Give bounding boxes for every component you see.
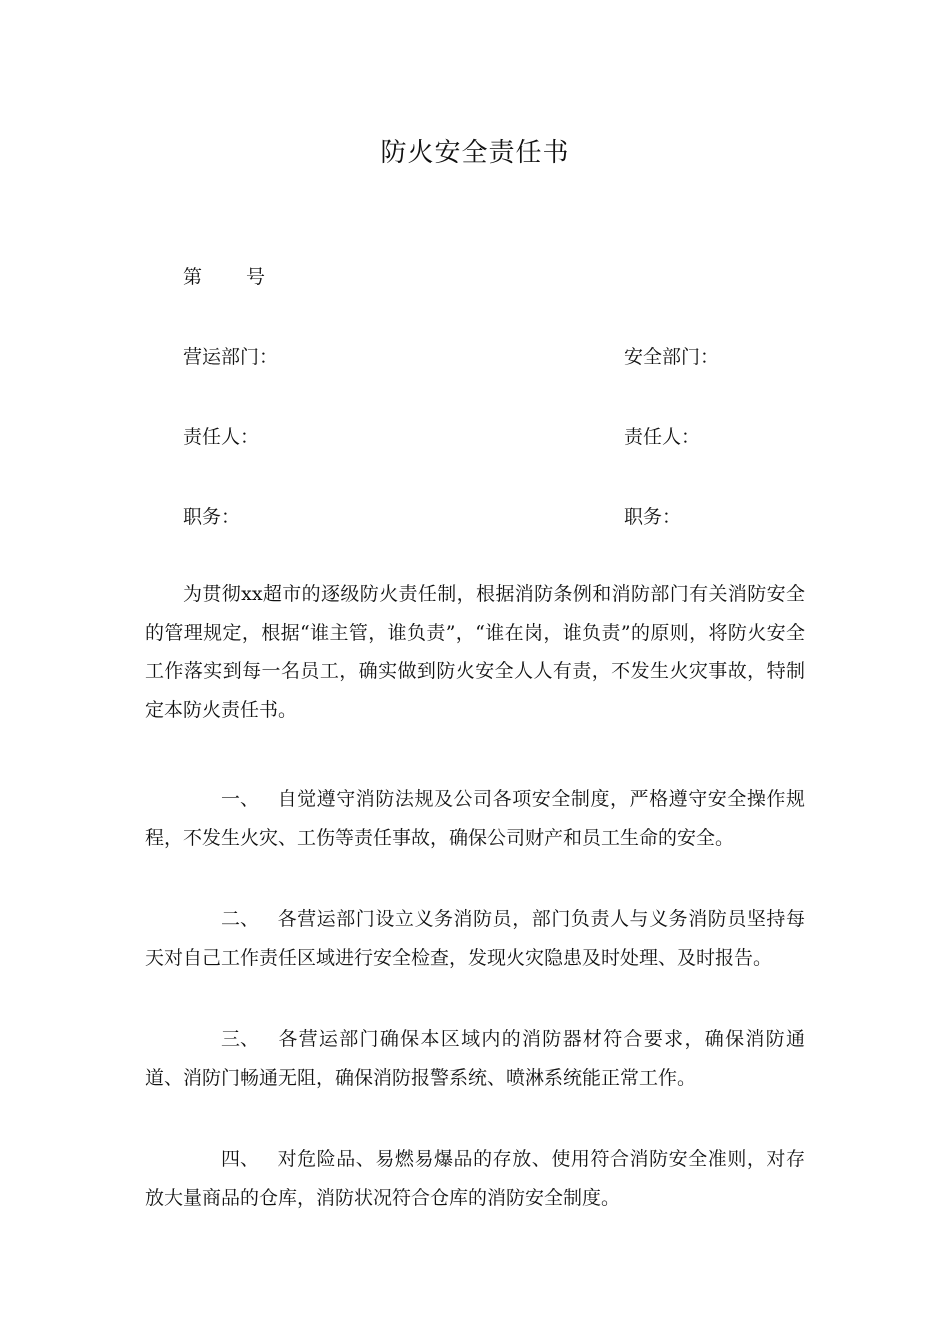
document-number-row: [183, 262, 265, 292]
safety-responsible-person-field: 责任人：: [624, 426, 701, 448]
clause-4: [145, 1140, 805, 1217]
safety-position-field: 职务：: [624, 506, 682, 528]
clause-3-text: 各营运部门确保本区域内的消防器材符合要求，确保消防通道、消防门畅通无阻，确保消防报警系统、喷淋系统能正常工作。: [145, 1028, 805, 1089]
operations-department-field: 营运部门：: [183, 346, 279, 368]
clause-3: [145, 1020, 805, 1097]
number-label-hao: 号: [246, 266, 266, 288]
operations-responsible-person-field: 责任人：: [183, 426, 260, 448]
operations-position-field: 职务：: [183, 506, 241, 528]
clause-4-text: 对危险品、易燃易爆品的存放、使用符合消防安全准则，对存放大量商品的仓库，消防状况符合仓库的消防安全制度。: [145, 1148, 805, 1209]
clause-2-number: 二、: [221, 908, 260, 930]
safety-department-field: 安全部门：: [624, 346, 720, 368]
clause-2-text: 各营运部门设立义务消防员，部门负责人与义务消防员坚持每天对自己工作责任区域进行安全检查，发现火灾隐患及时处理、及时报告。: [145, 908, 805, 969]
number-label-di: 第: [183, 266, 203, 288]
clause-1: [145, 780, 805, 857]
clause-1-text: 自觉遵守消防法规及公司各项安全制度，严格遵守安全操作规程，不发生火灾、工伤等责任事故，确保公司财产和员工生命的安全。: [145, 788, 805, 849]
clause-3-number: 三、: [221, 1028, 260, 1050]
document-title: 防火安全责任书: [380, 138, 570, 168]
clause-1-number: 一、: [221, 788, 260, 810]
clause-4-number: 四、: [221, 1148, 260, 1170]
intro-paragraph: 为贯彻xx超市的逐级防火责任制，根据消防条例和消防部门有关消防安全的管理规定，根据“谁主管，谁负责”，“谁在岗，谁负责”的原则，将防火安全工作落实到每一名员工，确实做到防火安全人人有责，不发生火灾事故，特制定本防火责任书。: [145, 583, 805, 721]
clause-2: [145, 900, 805, 977]
